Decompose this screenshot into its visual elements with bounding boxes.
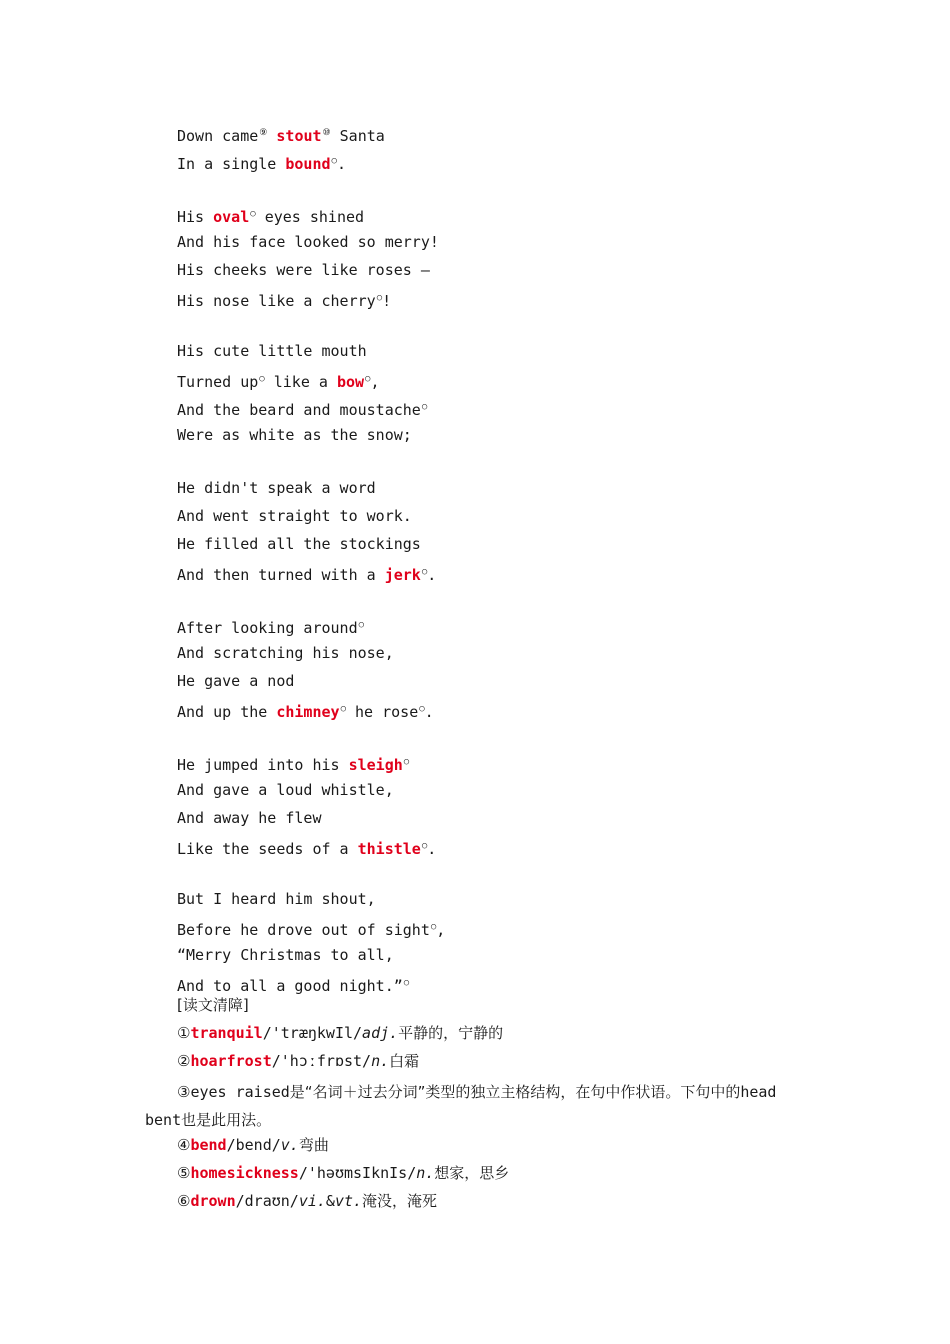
poem-line	[177, 642, 445, 670]
poem-text: His	[177, 208, 214, 226]
poem-stanza	[177, 340, 445, 452]
poem-text: .	[427, 566, 437, 584]
poem-text: And then turned with a	[177, 566, 385, 584]
poem-stanza	[177, 614, 445, 726]
poem-stanza	[177, 888, 445, 1000]
note-chinese-text: [读文清障]	[177, 996, 249, 1014]
poem-line	[177, 533, 445, 561]
poem-text: Down came	[177, 127, 259, 145]
poem-text: “Merry Christmas to all,	[177, 946, 394, 964]
annotation-marker: ○	[419, 704, 425, 714]
poem-text: .	[427, 840, 437, 858]
note-chinese-text: 想家，思乡	[434, 1164, 510, 1182]
annotation-marker: ○	[430, 922, 437, 932]
note-chinese-text: 白霜	[389, 1052, 420, 1070]
poem-line	[177, 122, 445, 150]
poem-text: And gave a loud whistle,	[177, 781, 394, 799]
poem-text: In a single	[177, 155, 286, 173]
poem-text: His nose like a cherry	[177, 292, 376, 310]
poem-line	[177, 287, 445, 315]
note-keyword: tranquil	[190, 1024, 263, 1042]
note-text: /'træŋkwIl/	[262, 1024, 363, 1042]
vocabulary-notes	[145, 994, 815, 1218]
poem-text: Before he drove out of sight	[177, 921, 430, 939]
poem-line	[177, 888, 445, 916]
poem-line	[177, 231, 445, 259]
keyword: thistle	[357, 840, 421, 858]
poem-line	[177, 751, 445, 779]
part-of-speech: n.	[416, 1164, 435, 1182]
annotation-marker: ○	[331, 156, 337, 166]
poem-line	[177, 698, 445, 726]
note-keyword: drown	[190, 1192, 236, 1210]
note-text: /draʊn/	[235, 1192, 299, 1210]
note-item	[145, 1162, 815, 1190]
annotation-marker: ○	[259, 374, 265, 384]
poem-line	[177, 916, 445, 944]
keyword: sleigh	[348, 756, 403, 774]
annotation-marker: ○	[403, 978, 410, 988]
poem-stanza	[177, 477, 445, 589]
note-item	[145, 1134, 815, 1162]
note-chinese-text: 平静的，宁静的	[398, 1024, 504, 1042]
keyword: stout	[276, 127, 322, 145]
poem-text: eyes shined	[255, 208, 365, 226]
poem-line	[177, 505, 445, 533]
note-chinese-text: ②	[177, 1052, 191, 1070]
note-chinese-text: ①	[177, 1024, 191, 1042]
note-chinese-text: ③	[177, 1083, 191, 1101]
poem-text: And away he flew	[177, 809, 322, 827]
poem-text: !	[382, 292, 392, 310]
poem-text: .	[424, 703, 434, 721]
poem-line	[177, 368, 445, 396]
poem-text: Santa	[330, 127, 385, 145]
part-of-speech: v.	[280, 1136, 299, 1154]
note-text: head bent	[145, 1083, 777, 1129]
poem-line	[177, 561, 445, 589]
poem-line	[177, 340, 445, 368]
note-chinese-text: 淹没，淹死	[362, 1192, 438, 1210]
note-keyword: homesickness	[190, 1164, 299, 1182]
poem-text: His cute little mouth	[177, 342, 367, 360]
poem-text: And to all a good night.”	[177, 977, 403, 995]
note-text: /bend/	[226, 1136, 281, 1154]
annotation-marker: ○	[250, 209, 256, 219]
poem-text: After looking around	[177, 619, 358, 637]
poem-text: He gave a nod	[177, 672, 295, 690]
poem-line	[177, 259, 445, 287]
note-item	[145, 1050, 815, 1078]
annotation-marker: ○	[421, 567, 428, 577]
poem-text: .	[336, 155, 346, 173]
note-text: /'həʊmsIknIs/	[298, 1164, 417, 1182]
annotation-marker: ○	[403, 757, 410, 767]
poem-line	[177, 424, 445, 452]
annotation-marker: ⑨	[259, 128, 268, 138]
annotation-marker: ⑩	[322, 128, 331, 138]
note-keyword: hoarfrost	[190, 1052, 272, 1070]
note-text: eyes raised	[190, 1083, 290, 1101]
annotation-marker: ○	[358, 620, 365, 630]
poem-text: he rose	[345, 703, 419, 721]
poem-text: ,	[436, 921, 446, 939]
poem-text: Were as white as the snow;	[177, 426, 412, 444]
note-item	[145, 1078, 815, 1134]
note-chinese-text: ⑤	[177, 1164, 191, 1182]
poem-text: But I heard him shout,	[177, 890, 376, 908]
poem-stanza	[177, 203, 445, 315]
part-of-speech: adj.	[362, 1024, 399, 1042]
poem-line	[177, 203, 445, 231]
poem-text: His cheeks were like roses —	[177, 261, 430, 279]
poem-stanza	[177, 751, 445, 863]
annotation-marker: ○	[340, 704, 346, 714]
note-item	[145, 1022, 815, 1050]
keyword: jerk	[384, 566, 421, 584]
poem-text: And his face looked so merry!	[177, 233, 439, 251]
note-keyword: bend	[190, 1136, 227, 1154]
poem-text: Turned up	[177, 373, 259, 391]
poem-text: Like the seeds of a	[177, 840, 358, 858]
keyword: chimney	[276, 703, 340, 721]
poem-line	[177, 150, 445, 178]
poem-text: He didn't speak a word	[177, 479, 376, 497]
note-text: /'hɔːfrɒst/	[271, 1052, 372, 1070]
poem-text: And the beard and moustache	[177, 401, 421, 419]
note-chinese-text: 也是此用法。	[181, 1111, 272, 1129]
poem-line	[177, 944, 445, 972]
poem	[177, 122, 445, 1025]
poem-line	[177, 477, 445, 505]
notes-heading	[145, 994, 815, 1022]
part-of-speech: vi.	[298, 1192, 326, 1210]
annotation-marker: ○	[376, 293, 383, 303]
annotation-marker: ○	[365, 374, 371, 384]
poem-text: And scratching his nose,	[177, 644, 394, 662]
keyword: bound	[285, 155, 331, 173]
note-chinese-text: ⑥	[177, 1192, 191, 1210]
keyword: oval	[213, 208, 250, 226]
note-text: &	[325, 1192, 335, 1210]
poem-line	[177, 835, 445, 863]
annotation-marker: ○	[421, 402, 428, 412]
poem-line	[177, 396, 445, 424]
note-chinese-text: 是“名词＋过去分词”类型的独立主格结构，在句中作状语。下句中的	[289, 1083, 741, 1101]
poem-line	[177, 614, 445, 642]
part-of-speech: vt.	[334, 1192, 363, 1210]
poem-text: like a	[264, 373, 337, 391]
poem-text: He filled all the stockings	[177, 535, 421, 553]
poem-text: And went straight to work.	[177, 507, 412, 525]
poem-stanza	[177, 122, 445, 178]
annotation-marker: ○	[421, 841, 428, 851]
poem-text: And up the	[177, 703, 277, 721]
poem-text: He jumped into his	[177, 756, 349, 774]
keyword: bow	[336, 373, 365, 391]
note-item	[145, 1190, 815, 1218]
part-of-speech: n.	[371, 1052, 390, 1070]
note-chinese-text: ④	[177, 1136, 191, 1154]
note-chinese-text: 弯曲	[298, 1136, 329, 1154]
poem-text: ,	[370, 373, 380, 391]
poem-line	[177, 670, 445, 698]
poem-line	[177, 779, 445, 807]
poem-line	[177, 807, 445, 835]
